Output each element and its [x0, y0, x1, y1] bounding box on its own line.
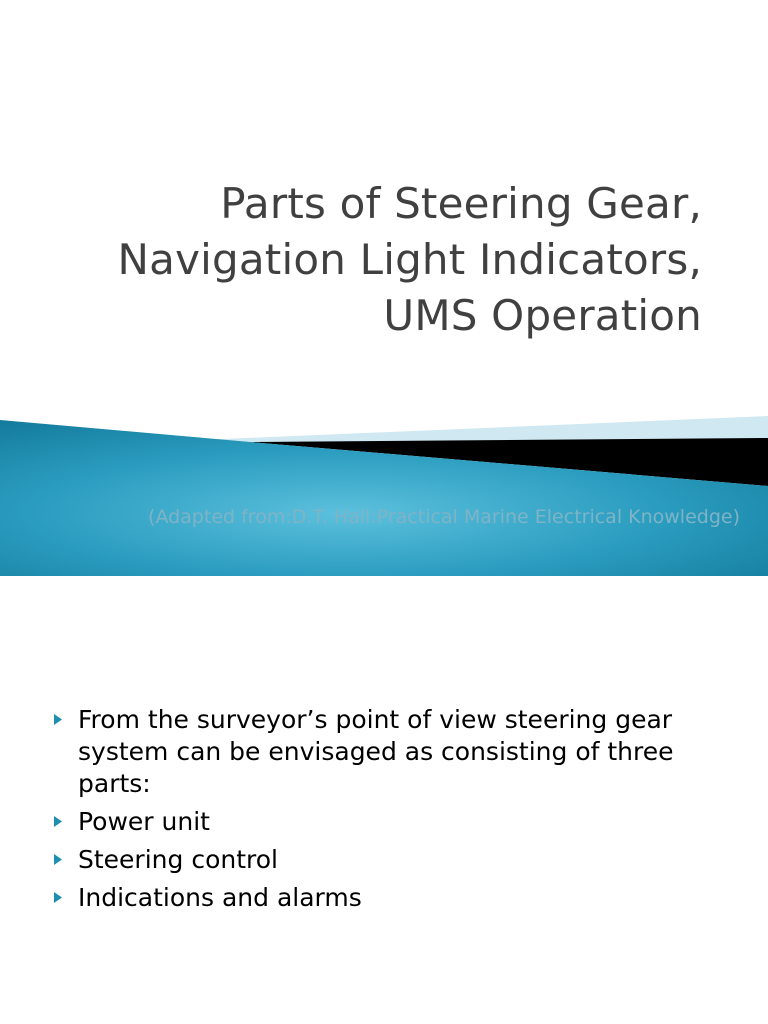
title-line-1: Parts of Steering Gear, [220, 179, 702, 228]
bullet-list [52, 704, 742, 920]
slide-title [118, 176, 702, 344]
triangle-bullet-icon [52, 844, 78, 876]
title-line-2: Navigation Light Indicators, [117, 235, 702, 284]
triangle-bullet-icon [52, 704, 78, 736]
bullet-text: Steering control [78, 845, 278, 874]
bullet-item [52, 704, 742, 800]
bullet-text: Power unit [78, 807, 210, 836]
decorative-band [0, 410, 768, 576]
bullet-text: Indications and alarms [78, 883, 362, 912]
bullet-item [52, 882, 742, 914]
bullet-text: From the surveyor’s point of view steering gear system can be envisaged as consisting of three parts: [78, 705, 674, 798]
title-line-3: UMS Operation [383, 291, 702, 340]
triangle-bullet-icon [52, 882, 78, 914]
triangle-bullet-icon [52, 806, 78, 838]
slide-subtitle: (Adapted from:D.T. Hall:Practical Marine Electrical Knowledge) [148, 506, 740, 528]
bullet-item [52, 806, 742, 838]
content-slide [0, 576, 768, 1024]
bullet-item [52, 844, 742, 876]
